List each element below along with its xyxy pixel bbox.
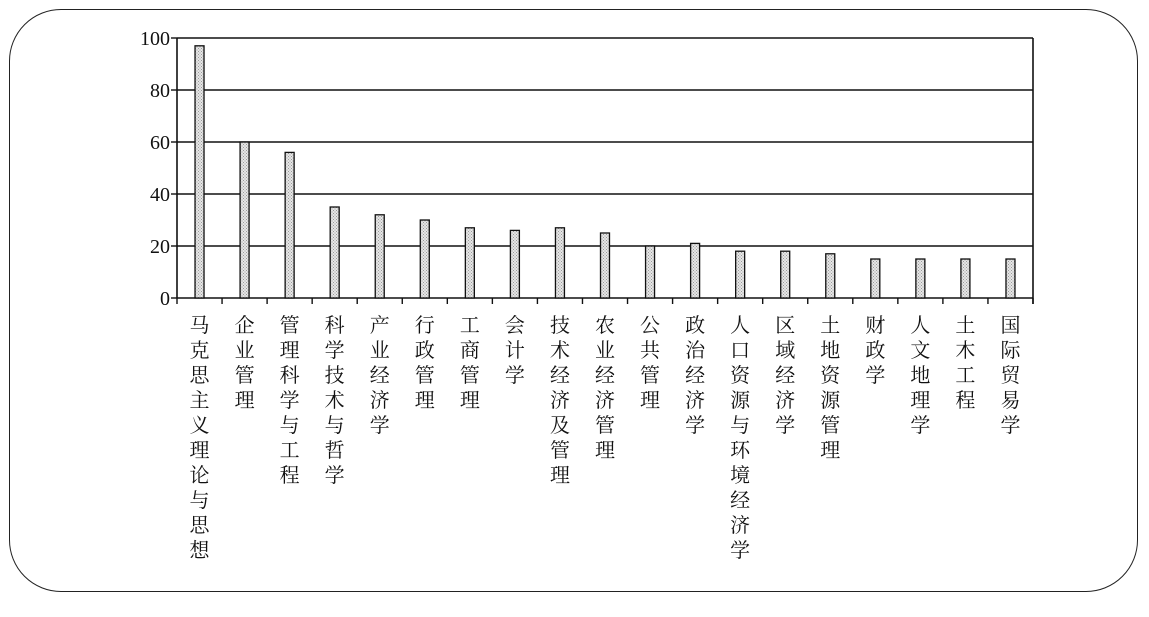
x-tick-label: 工商管理 bbox=[459, 313, 480, 412]
x-tick-label: 企业管理 bbox=[234, 313, 255, 412]
bar bbox=[375, 215, 384, 298]
bar bbox=[871, 259, 880, 298]
bar bbox=[420, 220, 429, 298]
x-tick-label: 财政学 bbox=[865, 313, 886, 387]
y-tick-labels bbox=[140, 28, 170, 310]
y-tick-label: 60 bbox=[150, 132, 170, 154]
bar bbox=[330, 207, 339, 298]
y-tick-label: 40 bbox=[150, 184, 170, 206]
x-tick-labels bbox=[190, 313, 1022, 562]
x-tick-label: 行政管理 bbox=[414, 313, 435, 412]
bar bbox=[961, 259, 970, 298]
bar bbox=[646, 246, 655, 298]
bar bbox=[240, 142, 249, 298]
x-tick-label: 会计学 bbox=[504, 313, 525, 387]
bar bbox=[691, 243, 700, 298]
bar bbox=[601, 233, 610, 298]
bar bbox=[826, 254, 835, 298]
bar bbox=[916, 259, 925, 298]
gridlines bbox=[177, 38, 1033, 246]
y-tick-label: 100 bbox=[140, 28, 170, 50]
x-tick-label: 公共管理 bbox=[640, 313, 661, 412]
bar bbox=[1006, 259, 1015, 298]
x-tick-label: 人口资源与环境经济学 bbox=[730, 313, 751, 562]
x-tick-label: 人文地理学 bbox=[910, 313, 931, 437]
x-tick-label: 管理科学与工程 bbox=[279, 313, 300, 487]
bar bbox=[555, 228, 564, 298]
x-tick-label: 土地资源管理 bbox=[820, 313, 841, 462]
x-tick-label: 技术经济及管理 bbox=[549, 313, 570, 487]
x-tick-label: 科学技术与哲学 bbox=[324, 313, 345, 487]
bar bbox=[465, 228, 474, 298]
bars bbox=[195, 46, 1015, 298]
x-tick-label: 政治经济学 bbox=[685, 313, 706, 437]
bar bbox=[736, 251, 745, 298]
x-tick-label: 产业经济学 bbox=[369, 313, 390, 437]
bar bbox=[510, 230, 519, 298]
y-tick-label: 0 bbox=[160, 288, 170, 310]
x-tick-label: 土木工程 bbox=[955, 313, 976, 412]
bar bbox=[285, 152, 294, 298]
x-tick-label: 农业经济管理 bbox=[595, 313, 615, 462]
x-tick-label: 马克思主义理论与思想 bbox=[189, 313, 210, 562]
bar bbox=[781, 251, 790, 298]
y-tick-label: 80 bbox=[150, 80, 170, 102]
bar bbox=[195, 46, 204, 298]
x-tick-label: 国际贸易学 bbox=[1000, 313, 1021, 437]
x-tick-label: 区域经济学 bbox=[775, 313, 796, 437]
y-tick-label: 20 bbox=[150, 236, 170, 258]
